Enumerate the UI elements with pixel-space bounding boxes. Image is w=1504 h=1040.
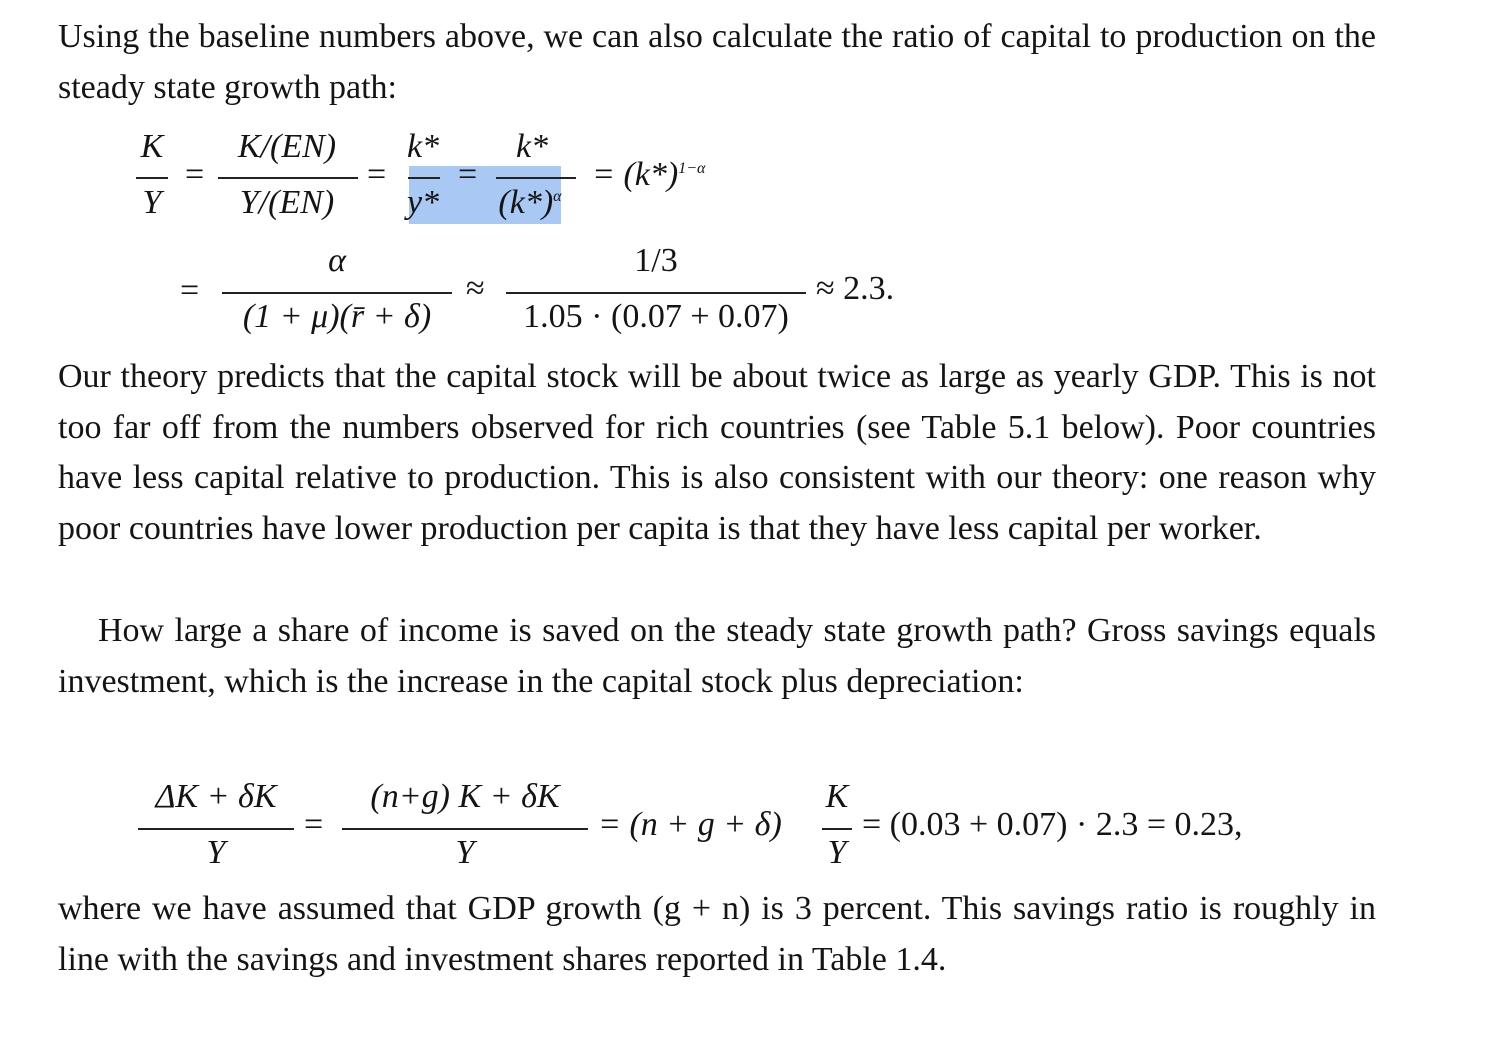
frac-num: α (328, 242, 346, 279)
paragraph-assumption: where we have assumed that GDP growth (g + n) is 3 percent. This savings ratio is roughly in line with the savings and investment shares reported in Table 1.4. (58, 890, 1376, 978)
frac-num: ΔK + δK (155, 778, 277, 815)
equals-sign: = (180, 272, 200, 309)
fraction-bar (218, 177, 358, 179)
fraction-bar (822, 828, 852, 830)
fraction-bar (222, 292, 452, 294)
frac-den: Y (142, 184, 162, 221)
paragraph-theory-prediction: Our theory predicts that the capital stock will be about twice as large as yearly GDP. This is not too far off from the numbers observed for rich countries (see Table 5.1 below). Poor countries have less capital relative to production. This is also consistent with our theory: one reason why poor countries have lower production per capita is that they have less capital per worker. (58, 358, 1376, 547)
fraction-bar (342, 828, 588, 830)
frac-den: Y (827, 834, 847, 871)
fraction-bar (506, 292, 806, 294)
equation-result: = (0.03 + 0.07) · 2.3 = 0.23, (862, 806, 1243, 843)
equals-sign: = (185, 156, 205, 193)
exponent: 1−α (678, 160, 706, 177)
frac-num: (n+g) K + δK (370, 778, 560, 815)
exponent: α (553, 188, 562, 205)
frac-den: y* (406, 184, 440, 221)
frac-num: K/(EN) (237, 128, 337, 165)
frac-num: k* (406, 128, 440, 165)
equals-sign: = (304, 806, 324, 843)
frac-num: K (825, 778, 849, 815)
fraction-bar (136, 177, 168, 179)
approx-sign: ≈ (466, 270, 485, 307)
frac-den (492, 184, 568, 222)
fraction-bar (408, 177, 440, 179)
equals-sign: = (367, 156, 387, 193)
equation-factor: = (n + g + δ) (598, 806, 782, 843)
frac-den: Y (206, 834, 226, 871)
paragraph-savings-question: How large a share of income is saved on the steady state growth path? Gross savings equals investment, which is the increase in the capital stock plus depreciation: (58, 612, 1376, 700)
paragraph-intro: Using the baseline numbers above, we can also calculate the ratio of capital to production on the steady state growth path: (58, 18, 1376, 106)
rhs-base: = (k*) (592, 156, 679, 193)
equation-rhs (592, 156, 705, 194)
frac-den: 1.05 · (0.07 + 0.07) (523, 298, 789, 335)
equals-sign: = (458, 156, 478, 193)
frac-den: Y (455, 834, 475, 871)
frac-den-base: (k*) (498, 184, 554, 221)
equation-result: ≈ 2.3. (816, 270, 895, 307)
frac-num: K (140, 128, 164, 165)
frac-den: (1 + μ)(r̄ + δ) (242, 298, 432, 335)
fraction-bar (496, 177, 576, 179)
frac-num: k* (515, 128, 549, 165)
frac-den: Y/(EN) (239, 184, 335, 221)
fraction-bar (138, 828, 294, 830)
frac-num: 1/3 (634, 242, 678, 279)
